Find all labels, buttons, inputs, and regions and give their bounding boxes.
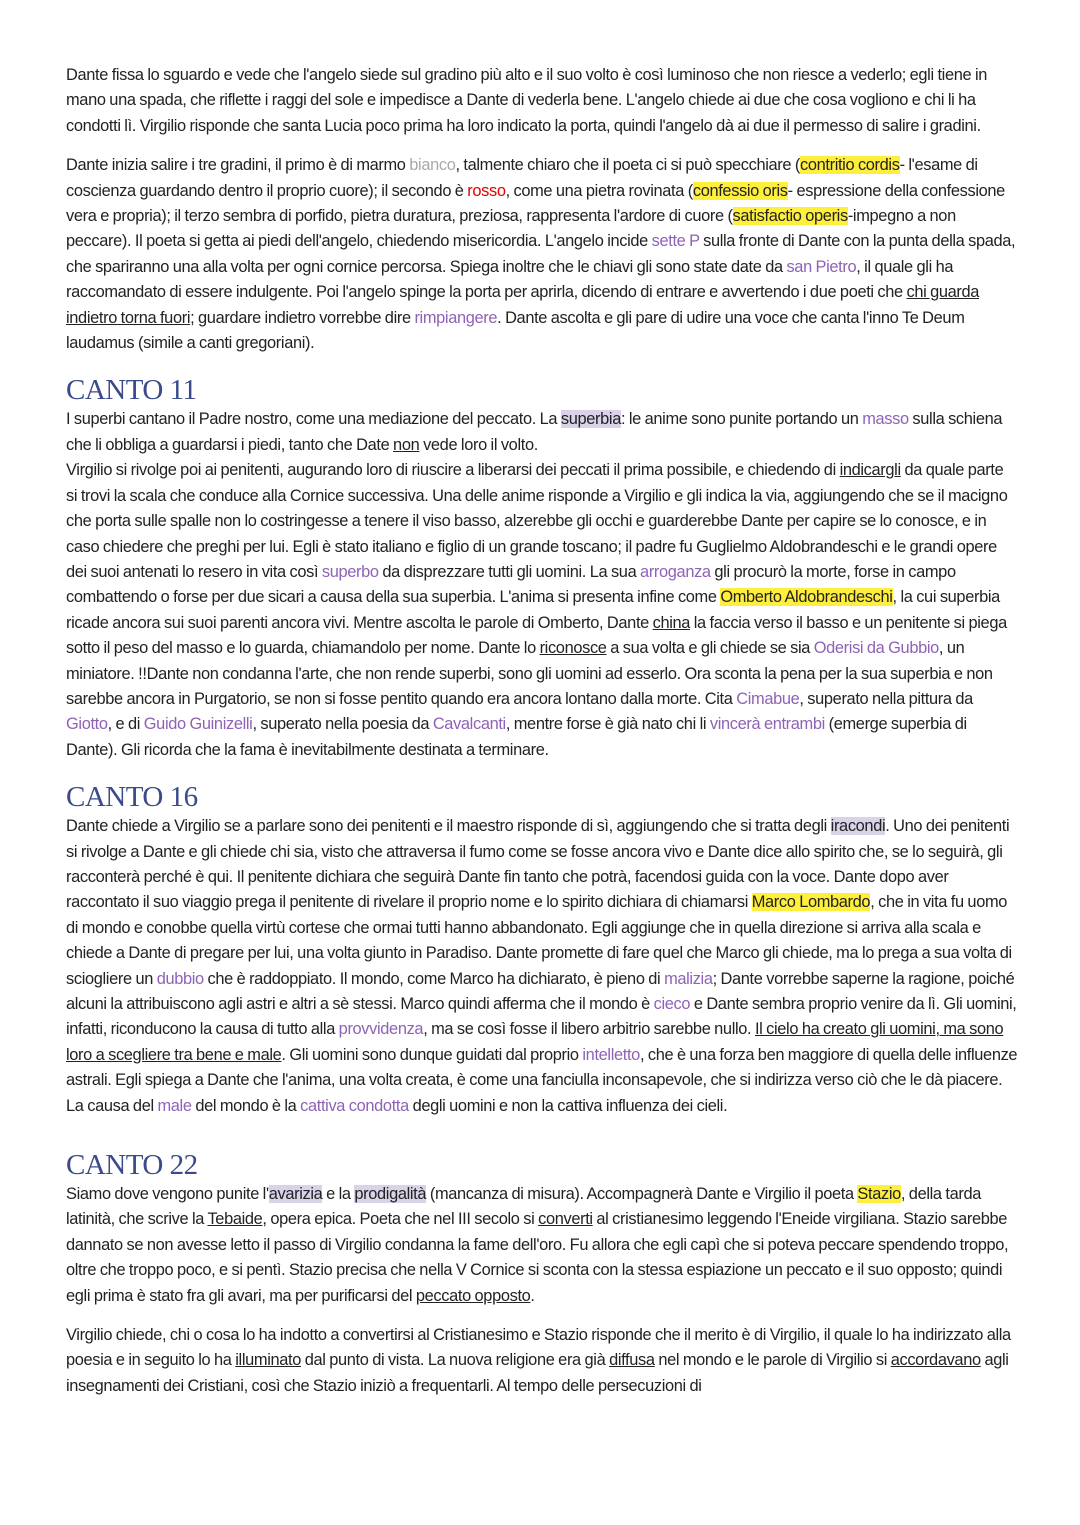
- underlined-phrase: accordavano: [890, 1351, 981, 1370]
- highlighted-term: contritio cordis: [800, 156, 900, 175]
- text-run: , talmente chiaro che il poeta ci si può specchiare (: [455, 156, 800, 175]
- highlighted-term: Stazio: [857, 1185, 901, 1204]
- text-run: - espressione della confessione vera e propria); il terzo sembra di porfido, pietra duratura, preziosa, rappresenta l'ardore di cuore (: [66, 181, 1005, 226]
- text-run: (emerge superbia di Dante). Gli ricorda che la fama è inevitabilmente destinata a terminare.: [66, 715, 967, 759]
- colored-term: Oderisi da Gubbio: [813, 639, 939, 658]
- colored-term: intelletto: [582, 1045, 640, 1064]
- highlighted-term: superbia: [560, 410, 621, 429]
- colored-term: rosso: [467, 181, 506, 200]
- text-run: sulla schiena che li obbliga a guardarsi i piedi, tanto che Date: [66, 410, 1003, 454]
- underlined-phrase: indicargli: [839, 461, 901, 480]
- paragraph: [66, 63, 1018, 139]
- colored-term: cieco: [653, 995, 691, 1013]
- text-run: , un miniatore. !!Dante non condanna l'arte, che non rende superbi, sono gli uomini ad esserlo. Ora sconta la pena per la sua superbia e non sarebbe ancora in Purgatorio, se non si fosse pentito quando era ancora lontano dalla morte. Cita: [66, 639, 993, 708]
- text-run: Virgilio si rivolge poi ai penitenti, augurando loro di riuscire a liberarsi dei peccati il prima possibile, e chiedendo di: [66, 461, 840, 480]
- text-run: I superbi cantano il Padre nostro, come una mediazione del peccato. La: [66, 410, 561, 429]
- underlined-phrase: converti: [538, 1210, 593, 1229]
- colored-term: rimpiangere: [414, 308, 498, 327]
- text-run: , che in vita fu uomo di mondo e conobbe quella virtù cortese che ormai tutti hanno abbandonato. Egli aggiunge che in quella direzione si arriva alla scala e chiede a Dante di pregare per lui, una volta giunto in Paradiso. Dante promette di fare quel che Marco gli chiede, ma lo prega a sua volta di sciogliere un: [66, 893, 1012, 988]
- text-run: la faccia verso il basso e un penitente si piega sotto il peso del masso e lo guarda, chiamandolo per nome. Dante lo: [66, 613, 1007, 658]
- text-run: , della tarda latinità, che scrive la: [66, 1185, 981, 1229]
- colored-term: dubbio: [156, 969, 204, 988]
- text-run: a sua volta e gli chiede se sia: [606, 639, 814, 658]
- text-run: , che è una forza ben maggiore di quella delle influenze astrali. Egli spiega a Dante che l'anima, una volta creata, è come una fanciulla inconsapevole, che si indirizza verso ciò che le dà piacere. La causa del: [66, 1045, 1018, 1115]
- highlighted-term: avarizia: [268, 1185, 323, 1204]
- text-run: e la: [322, 1185, 355, 1204]
- paragraph: [66, 814, 1018, 1119]
- text-run: , il quale gli ha raccomandato di essere indulgente. Poi l'angelo spinge la porta per aprirla, dicendo di entrare e avvertendo i due poeti che: [66, 257, 954, 302]
- colored-term: sette P: [651, 232, 700, 251]
- text-run: , la cui superbia ricade ancora sui suoi parenti ancora vivi. Mentre ascolta le parole di Omberto, Dante: [66, 588, 1000, 632]
- text-run: Siamo dove vengono punite l': [66, 1185, 269, 1204]
- section-canto-16: [66, 780, 1018, 1119]
- canto-heading: CANTO 11: [66, 374, 197, 407]
- section-canto-22: [66, 1148, 1018, 1399]
- highlighted-term: confessio oris: [692, 181, 788, 200]
- text-run: agli insegnamenti dei Cristiani, così che Stazio iniziò a frequentarli. Al tempo delle persecuzioni di: [66, 1351, 1009, 1395]
- text-run: . Uno dei penitenti si rivolge a Dante e gli chiede chi sia, visto che attraversa il fumo come se fosse ancora vivo e Dante dice allo spirito che, se lo seguirà, gli racconterà perché è qui. Il penitente dichiara che seguirà Dante fin tanto che potrà, facendosi guida con la voce. Dante dopo aver raccontato il suo viaggio prega il penitente di rivelare il proprio nome e lo spirito dichiara di chiamarsi: [66, 817, 1010, 912]
- highlighted-term: Omberto Aldobrandeschi: [720, 588, 893, 607]
- colored-term: arroganza: [640, 562, 711, 581]
- text-run: ; guardare indietro vorrebbe dire: [190, 308, 415, 327]
- text-run: e Dante sembra proprio venire da lì. Gli uomini, infatti, riconducono la causa di tutto alla: [66, 995, 1017, 1039]
- highlighted-term: prodigalità: [354, 1185, 427, 1204]
- text-run: (mancanza di misura). Accompagnerà Dante e Virgilio il poeta: [426, 1185, 858, 1204]
- colored-term: Cimabue: [736, 689, 800, 708]
- highlighted-term: satisfactio operis: [732, 207, 848, 226]
- text-run: che è raddoppiato. Il mondo, come Marco ha dichiarato, è pieno di: [203, 969, 665, 988]
- colored-term: san Pietro: [786, 257, 857, 276]
- underlined-phrase: Tebaide: [207, 1210, 263, 1229]
- section-canto-11: [66, 373, 1018, 763]
- text-run: sulla fronte di Dante con la punta della spada, che spariranno una alla volta per ogni cornice percorsa. Spiega inoltre che le chiavi gli sono state date da: [66, 232, 1016, 276]
- text-run: dal punto di vista. La nuova religione era già: [301, 1351, 610, 1370]
- colored-term: bianco: [409, 156, 456, 175]
- text-run: , superato nella poesia da: [252, 715, 433, 734]
- text-run: , opera epica. Poeta che nel III secolo si: [262, 1210, 539, 1229]
- colored-term: malizia: [664, 969, 713, 988]
- text-run: . Gli uomini sono dunque guidati dal proprio: [281, 1045, 583, 1064]
- paragraph: [66, 1323, 1018, 1399]
- underlined-phrase: chi guarda indietro torna fuori: [66, 283, 980, 327]
- text-run: -impegno a non peccare). Il poeta si getta ai piedi dell'angelo, chiedendo misericordia. L'angelo incide: [66, 207, 956, 251]
- highlighted-term: Marco Lombardo: [751, 893, 871, 912]
- underlined-phrase: peccato opposto: [415, 1286, 531, 1305]
- paragraph: [66, 407, 1018, 763]
- text-run: vede loro il volto.: [419, 435, 538, 454]
- text-run: , ma se così fosse il libero arbitrio sarebbe nullo.: [423, 1020, 755, 1039]
- text-run: , superato nella pittura da: [799, 689, 973, 708]
- paragraph: [66, 153, 1018, 356]
- colored-term: male: [157, 1096, 192, 1115]
- text-run: , e di: [107, 715, 144, 734]
- text-run: nel mondo e le parole di Virgilio si: [654, 1351, 891, 1370]
- text-run: del mondo è la: [191, 1096, 301, 1115]
- text-run: gli procurò la morte, forse in campo combattendo o forse per due sicari a causa della sua superbia. L'anima si presenta infine come: [66, 562, 956, 607]
- text-run: . Dante ascolta e gli pare di udire una voce che canta l'inno Te Deum laudamus (simile a canti gregoriani).: [66, 308, 965, 353]
- colored-term: Giotto: [66, 715, 108, 734]
- underlined-phrase: illuminato: [235, 1351, 301, 1370]
- canto-heading: CANTO 16: [66, 781, 198, 814]
- colored-term: cattiva condotta: [300, 1096, 409, 1115]
- text-run: ; Dante vorrebbe saperne la ragione, poiché alcuni la attribuiscono agli astri e altri a sè stessi. Marco quindi afferma che il mondo è: [66, 969, 1015, 1013]
- colored-term: provvidenza: [338, 1020, 424, 1039]
- underlined-phrase: riconosce: [539, 639, 607, 658]
- text-run: Virgilio chiede, chi o cosa lo ha indotto a convertirsi al Cristianesimo e Stazio risponde che il merito è di Virgilio, il quale lo ha indirizzato alla poesia e in seguito lo ha: [66, 1326, 1011, 1370]
- text-run: Dante fissa lo sguardo e vede che l'angelo siede sul gradino più alto e il suo volto è così luminoso che non riesce a vederlo; egli tiene in mano una spada, che riflette i raggi del sole e impedisce a Dante di vederla bene. L'angelo chiede ai due che cosa vogliono e chi li ha condotti lì. Virgilio risponde che santa Lucia poco prima ha loro indicato la porta, quindi l'angelo dà ai due il permesso di salire i gradini.: [66, 66, 988, 135]
- text-run: da quale parte si trovi la scala che conduce alla Cornice successiva. Una delle anime risponde a Virgilio e gli indica la via, aggiungendo che se il macigno che porta sulle spalle non lo costringesse a tenere il viso basso, alzerebbe gli occhi e guarderebbe Dante per capire se lo conosce, e in caso chiedere che preghi per lui. Egli è stato italiano e figlio di un grande toscano; il padre fu Guglielmo Aldobrandeschi e le grandi opere dei suoi antenati lo resero in vita così: [66, 461, 1008, 581]
- text-run: da disprezzare tutti gli uomini. La sua: [378, 562, 641, 581]
- colored-term: Guido Guinizelli: [143, 715, 253, 734]
- colored-term: masso: [862, 410, 909, 429]
- underlined-phrase: china: [652, 613, 691, 632]
- underlined-phrase: non: [393, 435, 420, 454]
- highlighted-term: iracondi: [830, 817, 886, 836]
- text-run: .: [530, 1286, 535, 1305]
- paragraph: [66, 1182, 1018, 1309]
- colored-term: superbo: [321, 562, 379, 581]
- document-page: [66, 63, 1018, 1413]
- text-run: , come una pietra rovinata (: [505, 181, 693, 200]
- canto-heading: CANTO 22: [66, 1149, 198, 1182]
- colored-term: Cavalcanti: [432, 715, 506, 734]
- text-run: Dante chiede a Virgilio se a parlare sono dei penitenti e il maestro risponde di sì, aggiungendo che si tratta degli: [66, 817, 831, 836]
- underlined-phrase: diffusa: [609, 1351, 655, 1370]
- underlined-phrase: Il cielo ha creato gli uomini, ma sono loro a scegliere tra bene e male: [66, 1020, 1004, 1064]
- text-run: : le anime sono punite portando un: [620, 410, 863, 429]
- text-run: Dante inizia salire i tre gradini, il primo è di marmo: [66, 156, 410, 175]
- section-intro: [66, 63, 1018, 356]
- colored-term: vincerà entrambi: [709, 715, 825, 734]
- text-run: degli uomini e non la cattiva influenza dei cieli.: [408, 1096, 728, 1115]
- text-run: - l'esame di coscienza guardando dentro il proprio cuore); il secondo è: [66, 156, 978, 200]
- text-run: al cristianesimo leggendo l'Eneide virgiliana. Stazio sarebbe dannato se non avesse letto il passo di Virgilio condanna la fame dell'oro. Fu allora che egli capì che si poteva peccare spendendo troppo, oltre che troppo poco, e si pentì. Stazio precisa che nella V Cornice si sconta con la stessa espiazione un peccato e il suo opposto; quindi egli prima è stato fra gli avari, ma per purificarsi del: [66, 1210, 1009, 1305]
- text-run: , mentre forse è già nato chi li: [505, 715, 710, 734]
